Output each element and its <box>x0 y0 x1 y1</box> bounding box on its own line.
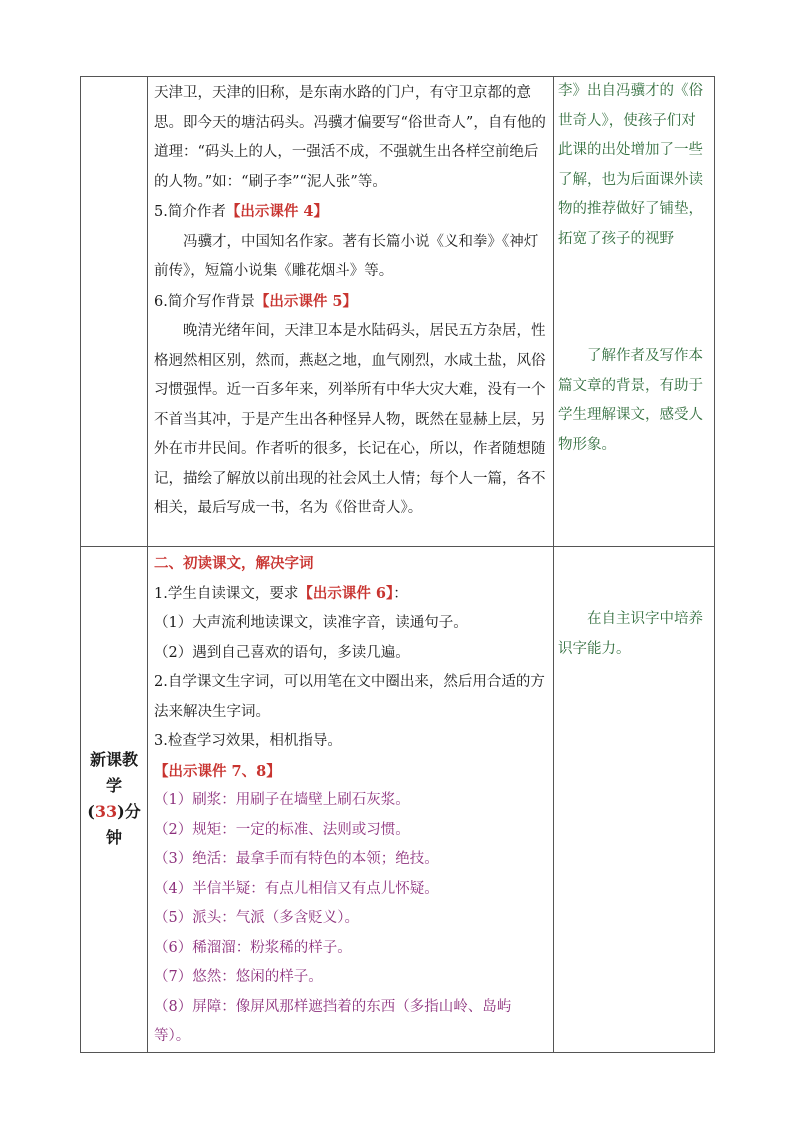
intro-paragraph: 天津卫，天津的旧称，是东南水路的门户，有守卫京都的意思。即今天的塘沽码头。冯骥才偏要写“俗世奇人”，自有他的道理：“码头上的人，一强活不成，不强就生出各样空前绝后的人物。”如：“刷子李”“泥人张”等。 <box>154 85 546 190</box>
notes-cell <box>554 547 715 1053</box>
item-5 <box>154 197 547 228</box>
word-item: （8）屏障：像屏风那样遮挡着的东西（多指山岭、岛屿等）。 <box>154 998 512 1044</box>
word-item: （5）派头：气派（多含贬义）。 <box>154 910 359 926</box>
courseware-tag-7-8: 【出示课件 7、8】 <box>154 762 281 780</box>
content-cell <box>148 77 554 547</box>
section-label-b: 分钟 <box>105 802 141 848</box>
item-1-text: 1.学生自读课文，要求 <box>154 585 299 602</box>
courseware-tag-5: 【出示课件 5】 <box>254 292 357 310</box>
word-item: （3）绝活：最拿手而有特色的本领；绝技。 <box>154 851 439 867</box>
word-item: （2）规矩：一定的标准、法则或习惯。 <box>154 821 410 838</box>
table-row <box>81 77 715 547</box>
word-item: （4）半信半疑：有点儿相信又有点儿怀疑。 <box>154 880 439 897</box>
side-label-empty <box>81 77 148 547</box>
courseware-tag-6: 【出示课件 6】 <box>298 584 394 602</box>
courseware-tag-4: 【出示课件 4】 <box>225 203 328 220</box>
item-2: 2.自学课文生字词，可以用笔在文中圈出来，然后用合适的方法来解决生字词。 <box>154 674 545 720</box>
requirement-2: （2）遇到自己喜欢的语句，多读几遍。 <box>154 644 410 661</box>
word-item: （1）刷浆：用刷子在墙壁上刷石灰浆。 <box>154 792 410 808</box>
word-item: （7）悠然：悠闲的样子。 <box>154 969 323 985</box>
content-cell <box>148 547 554 1053</box>
requirement-1: （1）大声流利地读课文，读准字音，读通句子。 <box>154 615 468 631</box>
note-top: 李》出自冯骥才的《俗世奇人》，使孩子们对此课的出处增加了一些了解，也为后面课外读物的推荐做好了铺垫，拓宽了孩子的视野 <box>558 83 703 247</box>
word-item: （6）稀溜溜：粉浆稀的样子。 <box>154 939 352 956</box>
note-literacy: 在自主识字中培养识字能力。 <box>558 611 703 657</box>
author-paragraph: 冯骥才，中国知名作家。著有长篇小说《义和拳》《神灯前传》，短篇小说集《雕花烟斗》等。 <box>154 233 539 279</box>
section-label-a: 新课教学 <box>89 750 138 796</box>
table-row <box>81 547 715 1053</box>
item-1 <box>154 579 547 610</box>
item-1-tail: ： <box>393 585 408 602</box>
item-6 <box>154 287 547 318</box>
note-bottom: 了解作者及写作本篇文章的背景，有助于学生理解课文，感受人物形象。 <box>558 348 703 453</box>
background-paragraph: 晚清光绪年间，天津卫本是水陆码头，居民五方杂居，性格迥然相区别，然而，燕赵之地，血气刚烈，水咸土盐，风俗习惯强悍。近一百多年来，列举所有中华大灾大难，没有一个不首当其冲，于是产生出各种怪异人物，既然在显赫上层，另外在市井民间。作者听的很多，长记在心，所以，作者随想随记，描绘了解放以前出现的社会风土人情；每个人一篇，各不相关，最后写成一书，名为《俗世奇人》。 <box>154 323 546 516</box>
section-label: 新课教学 (33)分钟 <box>81 547 148 1053</box>
item-3: 3.检查学习效果，相机指导。 <box>154 733 342 749</box>
lesson-plan-table <box>80 76 715 1053</box>
section-minutes: 33 <box>94 802 118 822</box>
notes-cell <box>554 77 715 547</box>
section-title: 二、初读课文，解决字词 <box>154 555 314 572</box>
item-5-text: 5.简介作者 <box>154 204 226 220</box>
item-6-text: 6.简介写作背景 <box>154 293 255 310</box>
